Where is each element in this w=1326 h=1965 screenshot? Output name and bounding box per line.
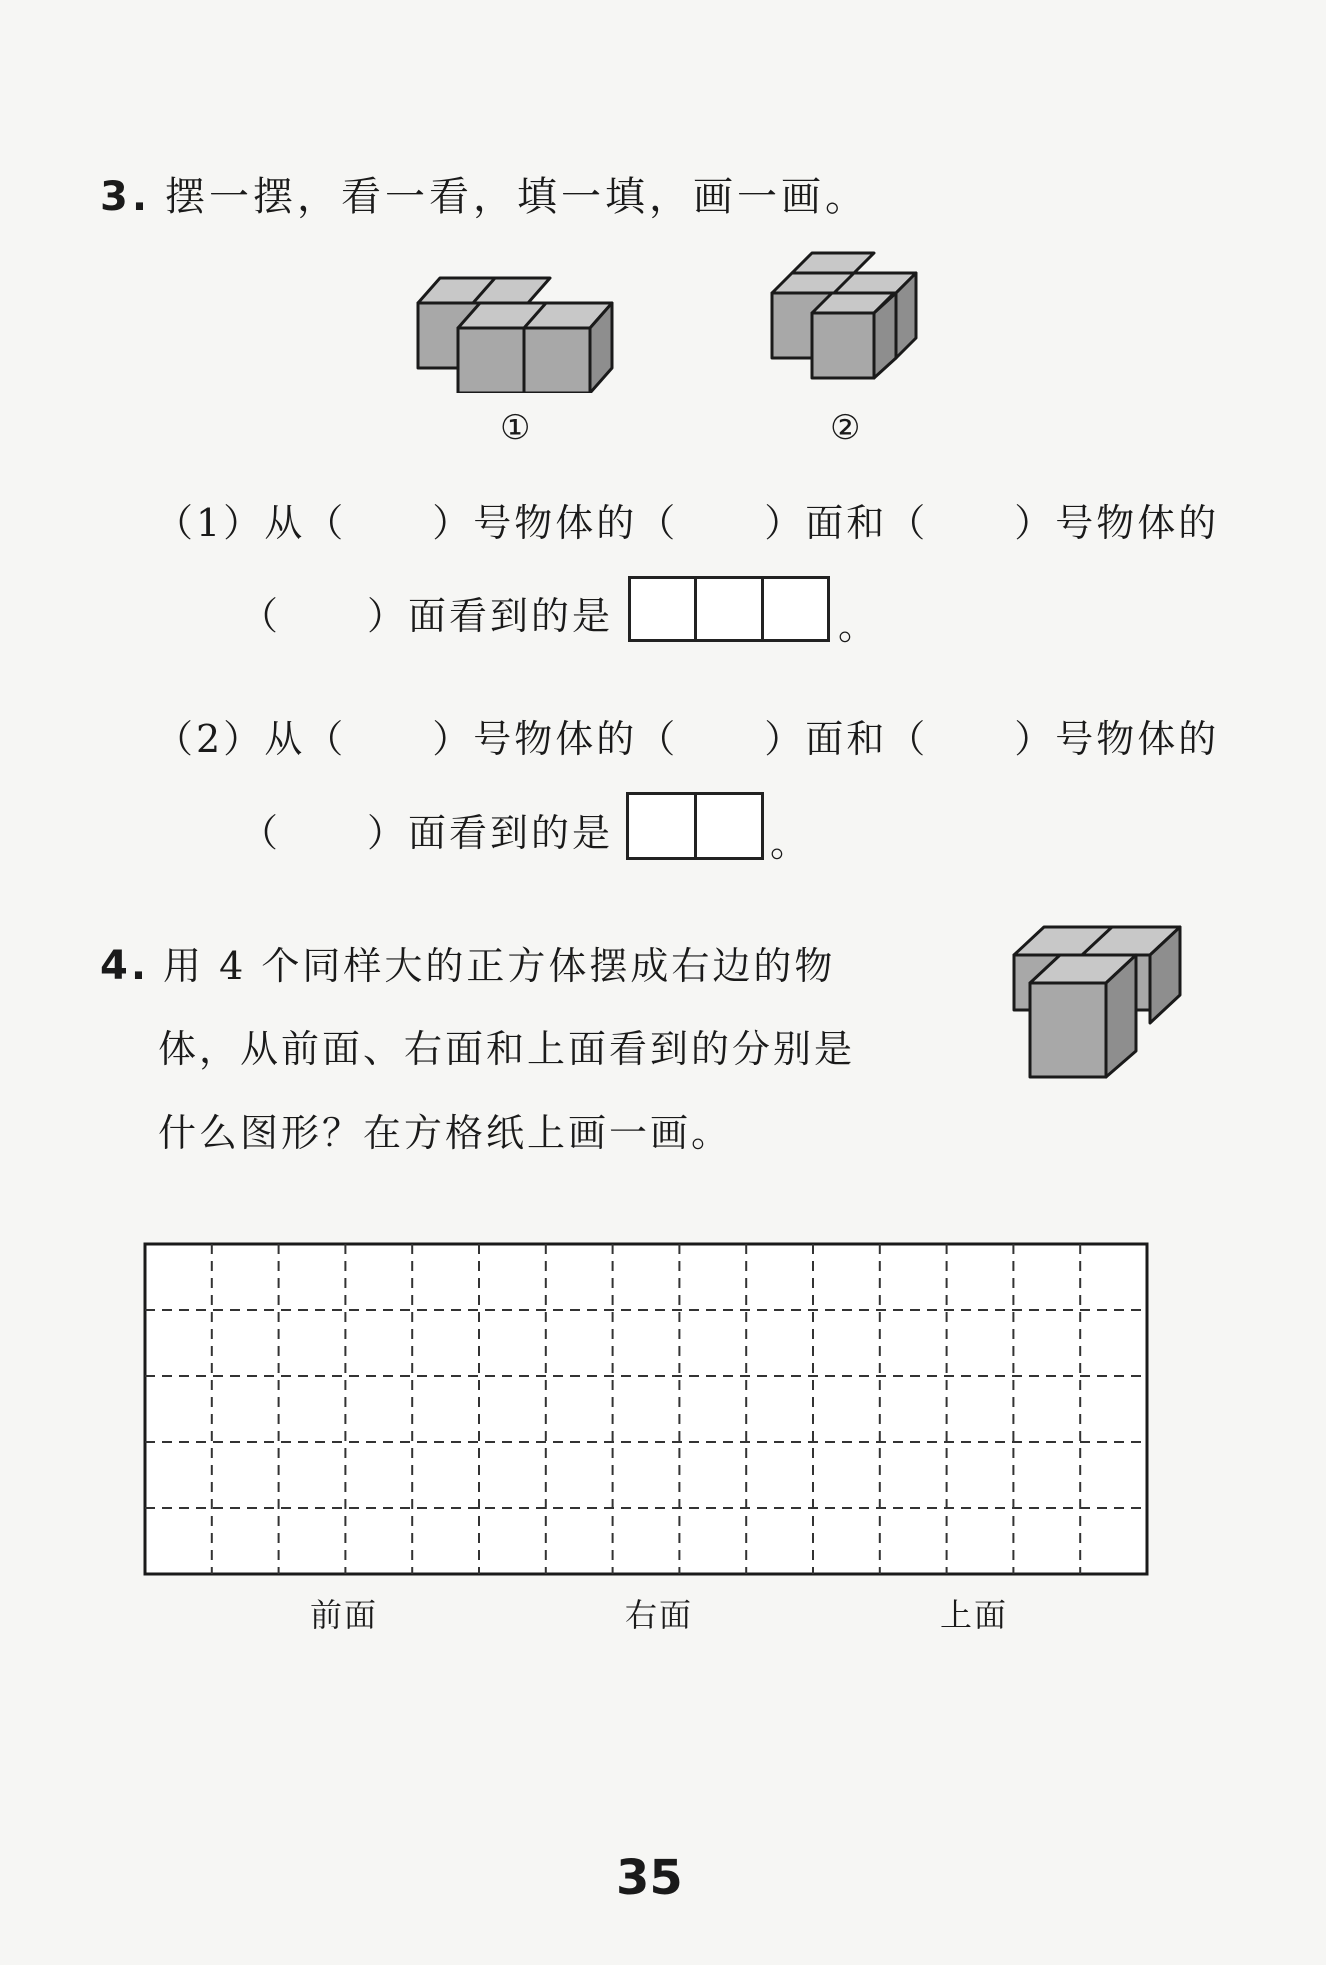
text-segment: ）号物体的（: [432, 717, 679, 761]
text-segment: 从（: [264, 717, 347, 761]
q4-line-2: 体，从前面、右面和上面看到的分别是: [158, 1027, 856, 1071]
answer-cell[interactable]: [697, 795, 762, 857]
q3-title: 摆一摆，看一看，填一填，画一画。: [165, 174, 870, 220]
q3-item-2-answer-box[interactable]: [626, 792, 764, 860]
grid-label-front: 前面: [310, 1596, 379, 1634]
q3-item-1-answer-box[interactable]: [628, 576, 830, 642]
q3-item-1-end: 。: [838, 604, 880, 648]
text-segment: ）面和（: [764, 717, 929, 761]
text-segment: ）号物体的: [1014, 717, 1220, 761]
text-segment: ）面看到的是: [367, 594, 614, 638]
page-number: 35: [616, 1850, 683, 1906]
answer-cell[interactable]: [697, 579, 763, 639]
answer-cell[interactable]: [629, 795, 697, 857]
q3-item-2-line-1: [155, 708, 1219, 763]
q3-figure-1: [410, 268, 630, 393]
q3-item-1-line-2: [240, 585, 613, 640]
q4-text: 用 4 个同样大的正方体摆成右边的物: [163, 944, 836, 988]
q3-figure-2: [762, 248, 932, 396]
q4-number: 4.: [100, 943, 150, 989]
q3-number: 3.: [100, 174, 152, 220]
q3-item-2-line-2: [240, 802, 613, 857]
q3-item-1-line-1: [155, 492, 1219, 547]
text-segment: 从（: [264, 501, 347, 545]
answer-cell[interactable]: [764, 579, 827, 639]
text-segment: ）号物体的（: [432, 501, 679, 545]
q4-line-3: 什么图形？在方格纸上画一画。: [158, 1111, 733, 1155]
grid-label-top: 上面: [940, 1596, 1009, 1634]
text-segment: ）面和（: [764, 501, 929, 545]
q3-heading: [100, 165, 869, 222]
figure-label-1: ①: [500, 408, 531, 448]
q4-line-1: [100, 935, 835, 990]
figure-label-2: ②: [830, 408, 861, 448]
drawing-grid[interactable]: [143, 1242, 1149, 1578]
item-label: （2）: [155, 717, 265, 761]
grid-label-right: 右面: [625, 1596, 694, 1634]
answer-cell[interactable]: [631, 579, 697, 639]
text-segment: （: [240, 594, 282, 638]
text-segment: ）号物体的: [1014, 501, 1220, 545]
text-segment: ）面看到的是: [367, 811, 614, 855]
text-segment: （: [240, 811, 282, 855]
item-label: （1）: [155, 501, 265, 545]
q3-item-2-end: 。: [770, 821, 812, 865]
q4-figure: [1008, 925, 1190, 1080]
